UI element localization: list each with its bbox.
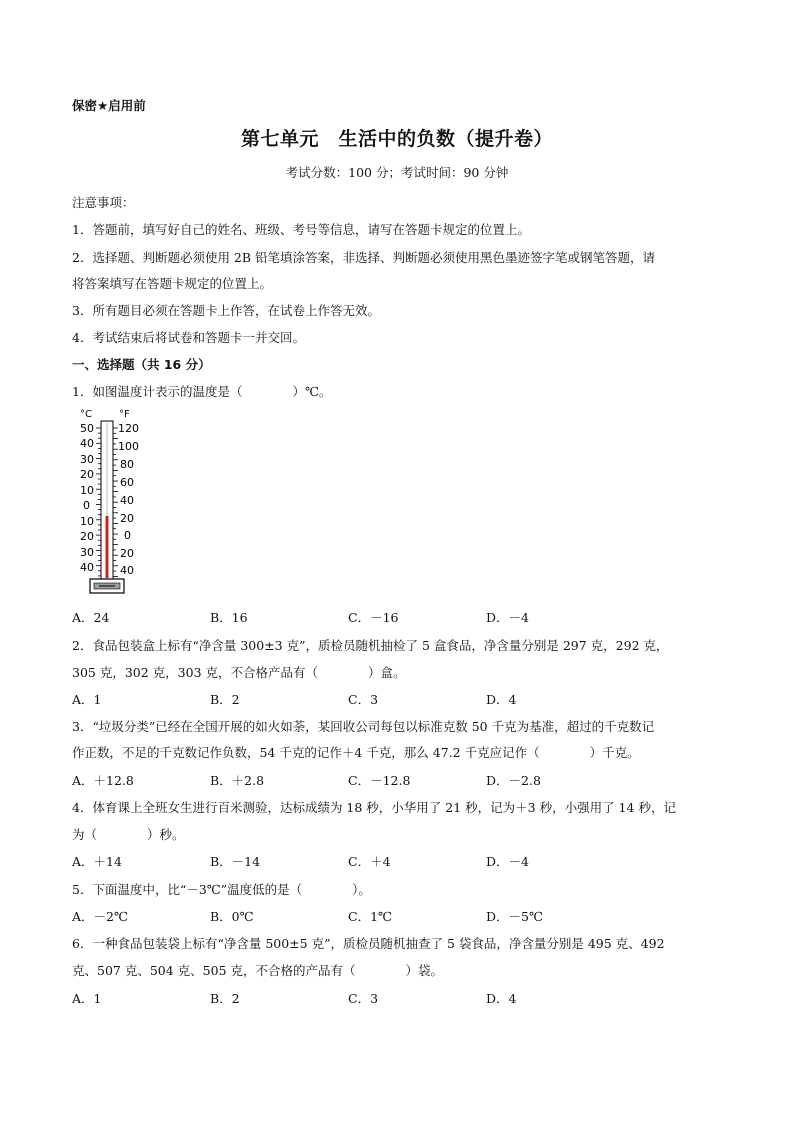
celsius-tick-label: 10 xyxy=(80,484,94,497)
celsius-tick-label: 10 xyxy=(80,515,94,528)
notice-item: 1．答题前，填写好自己的姓名、班级、考号等信息，请写在答题卡规定的位置上。 xyxy=(72,222,530,237)
section-heading: 一、选择题（共 16 分） xyxy=(72,357,211,372)
option-c: C．－16 xyxy=(348,610,399,625)
fahrenheit-tick-label: 120 xyxy=(118,422,139,435)
option-d: D．－5℃ xyxy=(486,909,543,924)
celsius-tick-label: 0 xyxy=(83,499,90,512)
confidential-label: 保密★启用前 xyxy=(72,98,146,113)
option-b: B．2 xyxy=(210,692,240,707)
question-2-cont: 305 克，302 克，303 克，不合格产品有（ ）盒。 xyxy=(72,665,406,680)
fahrenheit-tick-label: 40 xyxy=(120,494,134,507)
option-d: D．4 xyxy=(486,692,517,707)
option-d: D．4 xyxy=(486,991,517,1006)
option-c: C．3 xyxy=(348,692,379,707)
fahrenheit-tick-label: 100 xyxy=(118,440,139,453)
option-a: A．＋12.8 xyxy=(72,773,134,788)
question-5: 5．下面温度中，比“－3℃”温度低的是（ ）。 xyxy=(72,882,371,897)
option-a: A．－2℃ xyxy=(72,909,128,924)
option-a: A．1 xyxy=(72,991,102,1006)
fahrenheit-tick-label: 20 xyxy=(120,512,134,525)
celsius-tick-label: 40 xyxy=(80,561,94,574)
option-b: B．16 xyxy=(210,610,248,625)
celsius-unit: °C xyxy=(80,409,92,420)
option-a: A．1 xyxy=(72,692,102,707)
option-a: A．24 xyxy=(72,610,110,625)
fahrenheit-tick-label: 20 xyxy=(120,547,134,560)
option-b: B．2 xyxy=(210,991,240,1006)
notice-item: 4．考试结束后将试卷和答题卡一并交回。 xyxy=(72,330,305,345)
notice-item: 2．选择题、判断题必须使用 2B 铅笔填涂答案，非选择、判断题必须使用黑色墨迹签字笔或钢笔答题，请 xyxy=(72,250,656,265)
question-4-cont: 为（ ）秒。 xyxy=(72,827,185,842)
option-b: B．＋2.8 xyxy=(210,773,265,788)
option-b: B．－14 xyxy=(210,854,261,869)
celsius-tick-label: 30 xyxy=(80,453,94,466)
option-d: D．－2.8 xyxy=(486,773,541,788)
option-c: C．＋4 xyxy=(348,854,391,869)
question-2: 2．食品包装盒上标有“净含量 300±3 克”，质检员随机抽检了 5 盒食品，净含量分别是 297 克，292 克， xyxy=(72,638,669,653)
option-c: C．1℃ xyxy=(348,909,393,924)
option-d: D．－4 xyxy=(486,854,529,869)
notice-heading: 注意事项： xyxy=(72,195,135,210)
option-c: C．－12.8 xyxy=(348,773,411,788)
option-c: C．3 xyxy=(348,991,379,1006)
question-4: 4．体育课上全班女生进行百米测验，达标成绩为 18 秒，小华用了 21 秒，记为＋3 秒，小强用了 14 秒，记 xyxy=(72,800,676,815)
fahrenheit-tick-label: 0 xyxy=(124,529,131,542)
celsius-tick-label: 20 xyxy=(80,468,94,481)
fahrenheit-tick-label: 80 xyxy=(120,458,134,471)
page-title: 第七单元 生活中的负数（提升卷） xyxy=(240,128,553,150)
option-a: A．＋14 xyxy=(72,854,122,869)
exam-info: 考试分数：100 分；考试时间：90 分钟 xyxy=(285,165,509,180)
question-1: 1．如图温度计表示的温度是（ ）℃。 xyxy=(72,384,332,399)
fahrenheit-unit: °F xyxy=(119,409,130,420)
option-d: D．－4 xyxy=(486,610,529,625)
notice-item: 将答案填写在答题卡规定的位置上。 xyxy=(72,276,273,291)
question-6-cont: 克、507 克、504 克、505 克，不合格的产品有（ ）袋。 xyxy=(72,963,443,978)
question-3: 3．“垃圾分类”已经在全国开展的如火如荼，某回收公司每包以标准克数 50 千克为基准，超过的千克数记 xyxy=(72,719,655,734)
celsius-tick-label: 20 xyxy=(80,530,94,543)
thermometer-icon xyxy=(72,405,162,597)
celsius-tick-label: 40 xyxy=(80,437,94,450)
celsius-tick-label: 50 xyxy=(80,422,94,435)
celsius-tick-label: 30 xyxy=(80,546,94,559)
fahrenheit-tick-label: 40 xyxy=(120,564,134,577)
mercury-column xyxy=(106,516,109,578)
question-3-cont: 作正数，不足的千克数记作负数，54 千克的记作＋4 千克，那么 47.2 千克应记作（ ）千克。 xyxy=(72,745,640,760)
notice-item: 3．所有题目必须在答题卡上作答，在试卷上作答无效。 xyxy=(72,303,380,318)
question-6: 6．一种食品包装袋上标有“净含量 500±5 克”，质检员随机抽查了 5 袋食品，净含量分别是 495 克、492 xyxy=(72,936,665,951)
option-b: B．0℃ xyxy=(210,909,254,924)
fahrenheit-tick-label: 60 xyxy=(120,476,134,489)
thermometer-figure xyxy=(72,405,162,601)
